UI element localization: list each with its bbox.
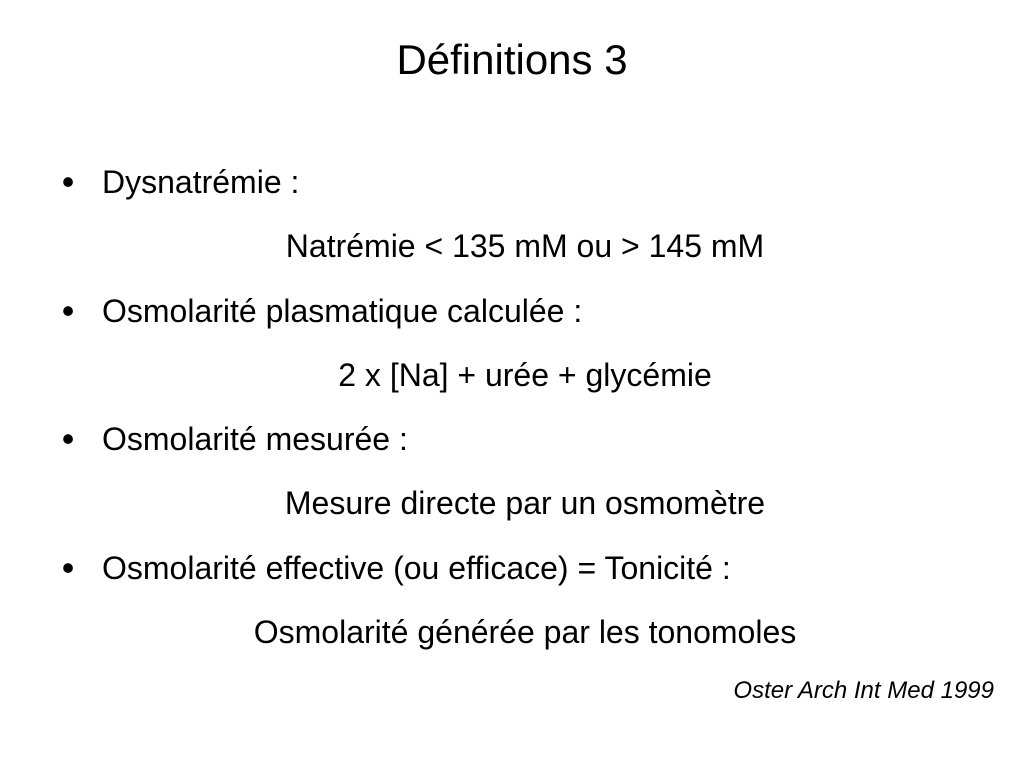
bullet-item-osmolarite-effective (0, 548, 1024, 598)
bullet-label: Osmolarité effective (ou efficace) = Tonicité : (102, 550, 731, 586)
bullet-icon: • (61, 290, 75, 331)
bullet-detail: 2 x [Na] + urée + glycémie (338, 357, 712, 393)
bullet-detail: Osmolarité générée par les tonomoles (253, 614, 797, 650)
bullet-icon: • (61, 547, 75, 588)
bullet-item-osmolarite-mesuree (0, 419, 1024, 469)
bullet-item-osmolarite-calculee (0, 291, 1024, 341)
bullet-detail: Mesure directe par un osmomètre (284, 485, 766, 521)
slide-title: Définitions 3 (396, 36, 628, 83)
bullet-icon: • (61, 418, 75, 459)
bullet-icon: • (61, 161, 75, 202)
bullet-label: Osmolarité plasmatique calculée : (102, 293, 583, 329)
bullet-detail: Natrémie < 135 mM ou > 145 mM (285, 228, 765, 264)
bullet-label: Osmolarité mesurée : (102, 421, 408, 457)
bullet-label: Dysnatrémie : (102, 164, 300, 200)
citation: Oster Arch Int Med 1999 (733, 677, 994, 704)
bullet-item-dysnatremie (0, 162, 1024, 212)
